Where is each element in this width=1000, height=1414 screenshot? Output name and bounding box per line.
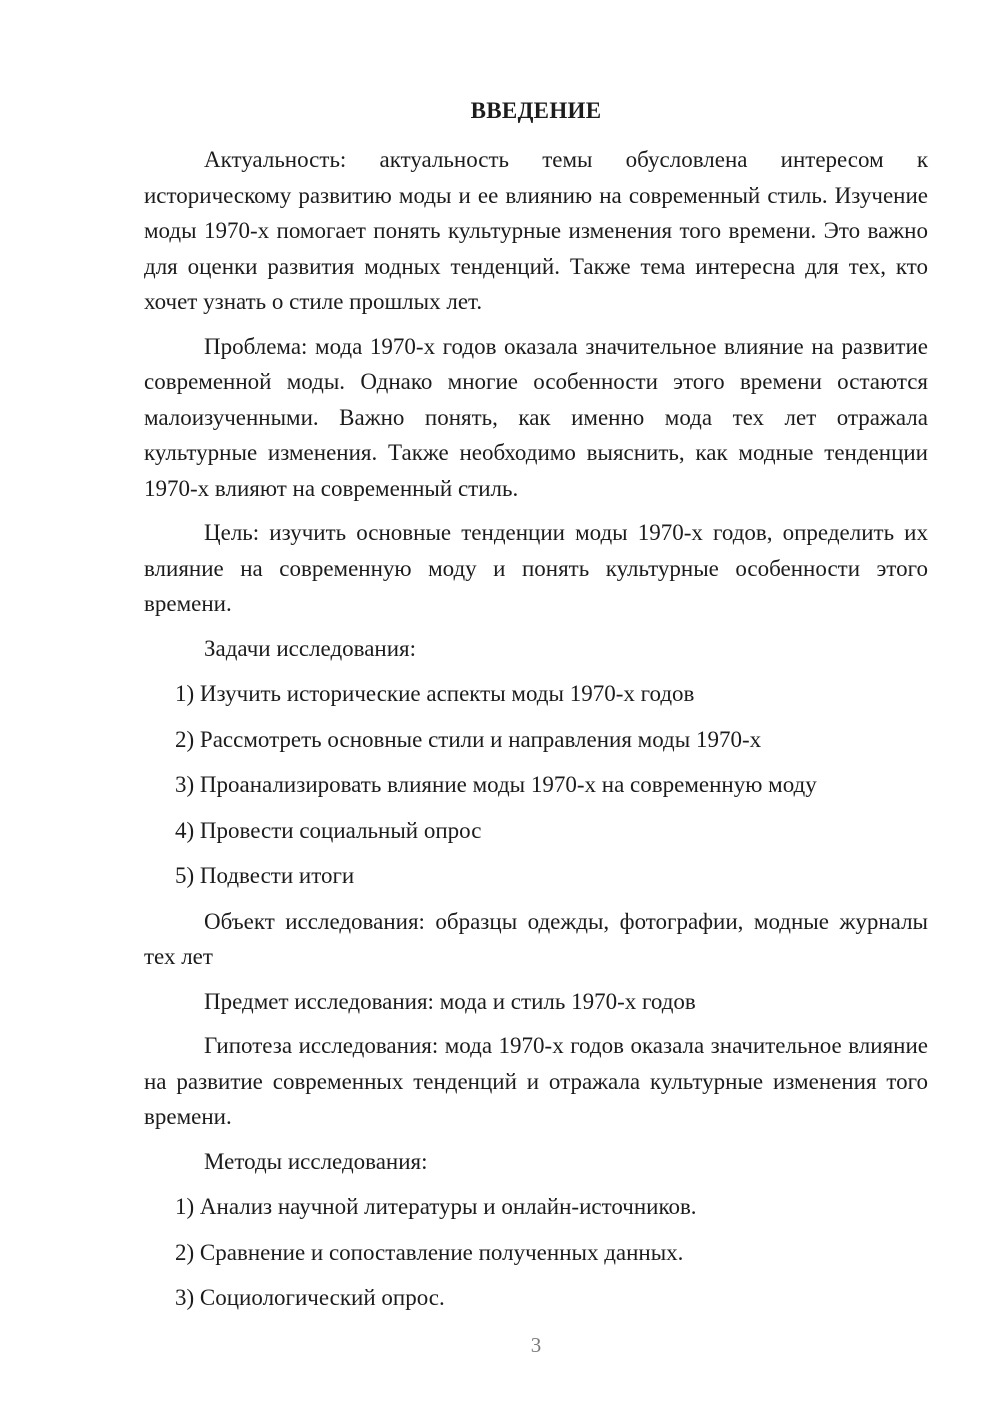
relevance-paragraph: Актуальность: актуальность темы обусловлена интересом к историческому развитию моды и ее влиянию на современный стиль. Изучение моды 1970-х помогает понять культурные изменения того времени. Это важно для оценки развития модных тенденций. Также тема интересна для тех, кто хочет узнать о стиле прошлых лет. — [144, 147, 928, 314]
methods-list — [144, 1189, 928, 1316]
list-item: 3) Социологический опрос. — [175, 1285, 445, 1310]
subject-paragraph: Предмет исследования: мода и стиль 1970-х годов — [204, 988, 696, 1014]
methods-heading: Методы исследования: — [204, 1148, 428, 1174]
tasks-list — [144, 676, 928, 894]
document-body — [144, 142, 928, 1326]
hypothesis-paragraph: Гипотеза исследования: мода 1970-х годов оказала значительное влияние на развитие современных тенденций и отражала культурные изменения того времени. — [144, 1033, 928, 1129]
problem-paragraph: Проблема: мода 1970-х годов оказала значительное влияние на развитие современной моды. Однако многие особенности этого времени остаются малоизученными. Важно понять, как именно мода тех лет отражала культурные изменения. Также необходимо выяснить, как модные тенденции 1970-х влияют на современный стиль. — [144, 333, 928, 501]
tasks-heading: Задачи исследования: — [204, 635, 417, 661]
goal-paragraph: Цель: изучить основные тенденции моды 1970-х годов, определить их влияние на современную моду и понять культурные особенности этого времени. — [144, 520, 928, 616]
page-title: ВВЕДЕНИЕ — [470, 98, 602, 123]
object-paragraph: Объект исследования: образцы одежды, фотографии, модные журналы тех лет — [144, 908, 928, 969]
list-item: 2) Рассмотреть основные стили и направления моды 1970-х — [175, 726, 762, 752]
list-item: 5) Подвести итоги — [175, 863, 355, 888]
list-item: 4) Провести социальный опрос — [175, 817, 482, 843]
list-item: 2) Сравнение и сопоставление полученных данных. — [175, 1239, 684, 1265]
page-number: 3 — [530, 1333, 542, 1357]
list-item: 3) Проанализировать влияние моды 1970-х на современную моду — [175, 772, 817, 797]
list-item: 1) Изучить исторические аспекты моды 1970-х годов — [175, 681, 695, 706]
list-item: 1) Анализ научной литературы и онлайн-источников. — [175, 1194, 697, 1219]
